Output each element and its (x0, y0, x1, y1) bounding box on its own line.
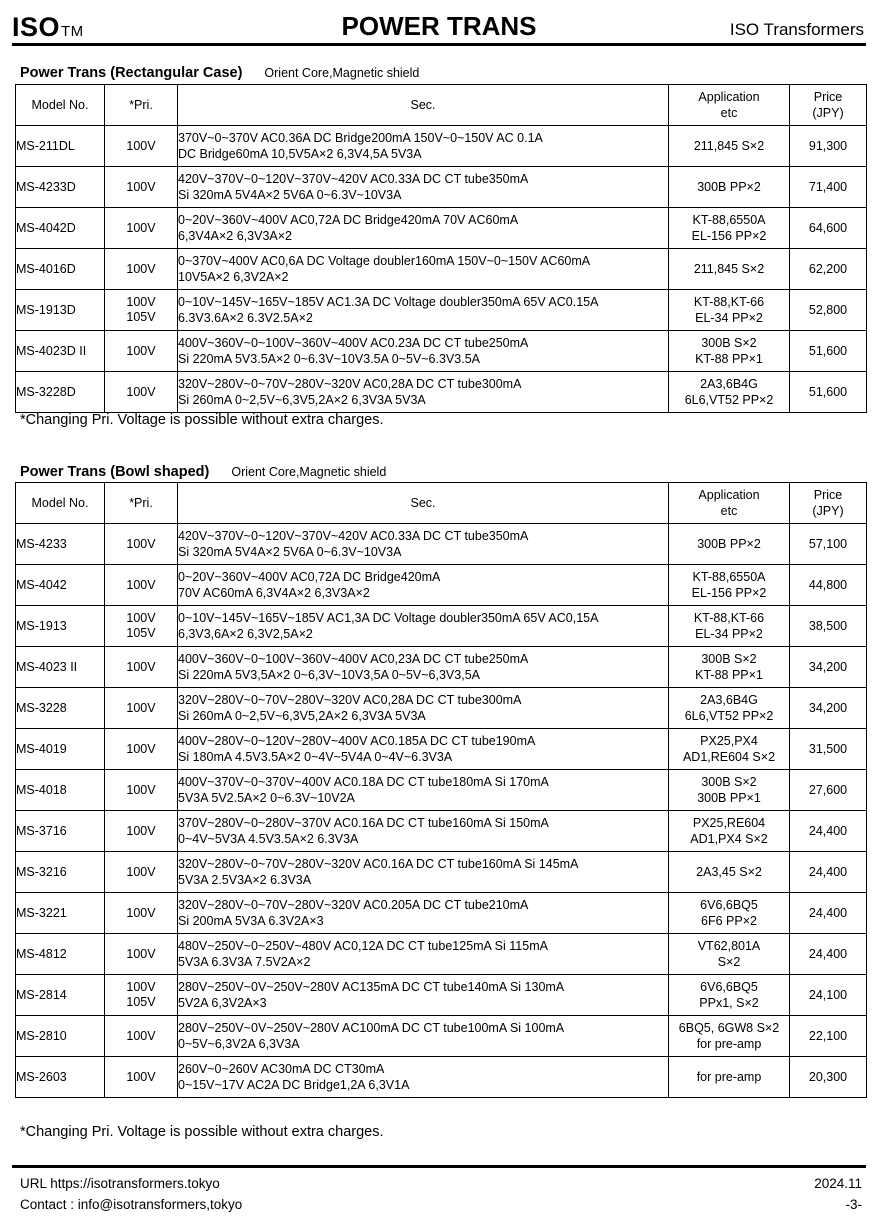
table-row (16, 331, 867, 372)
primary-voltage-cell: 100V 105V (105, 606, 178, 647)
table-row (16, 126, 867, 167)
price-cell: 27,600 (790, 770, 867, 811)
secondary-spec-cell: 400V~360V~0~100V~360V~400V AC0,23A DC CT tube250mA Si 220mA 5V3,5A×2 0~6,3V~10V3,5A 0~5V~6,3V3,5A (178, 647, 669, 688)
header-divider (12, 43, 866, 46)
table-row (16, 1057, 867, 1098)
page-title: POWER TRANS (341, 11, 537, 41)
col-header-pri: *Pri. (105, 483, 178, 524)
primary-voltage-cell: 100V (105, 688, 178, 729)
primary-voltage-cell: 100V (105, 852, 178, 893)
price-cell: 22,100 (790, 1016, 867, 1057)
secondary-spec-cell: 280V~250V~0V~250V~280V AC100mA DC CT tube100mA Si 100mA 0~5V~6,3V2A 6,3V3A (178, 1016, 669, 1057)
table-row (16, 606, 867, 647)
model-cell: MS-4018 (16, 770, 105, 811)
model-cell: MS-4016D (16, 249, 105, 290)
table-row (16, 647, 867, 688)
application-cell: KT-88,6550A EL-156 PP×2 (669, 208, 790, 249)
price-cell: 24,100 (790, 975, 867, 1016)
section2-note: *Changing Pri. Voltage is possible without extra charges. (20, 1124, 384, 1140)
table-row (16, 770, 867, 811)
price-cell: 91,300 (790, 126, 867, 167)
table-row (16, 1016, 867, 1057)
price-cell: 20,300 (790, 1057, 867, 1098)
table-row (16, 208, 867, 249)
footer-meta (814, 1173, 862, 1215)
application-cell: 211,845 S×2 (669, 249, 790, 290)
price-cell: 34,200 (790, 688, 867, 729)
model-cell: MS-3216 (16, 852, 105, 893)
price-cell: 24,400 (790, 811, 867, 852)
model-cell: MS-4233D (16, 167, 105, 208)
price-cell: 62,200 (790, 249, 867, 290)
model-cell: MS-4019 (16, 729, 105, 770)
secondary-spec-cell: 320V~280V~0~70V~280V~320V AC0.205A DC CT tube210mA Si 200mA 5V3A 6.3V2A×3 (178, 893, 669, 934)
application-cell: PX25,PX4 AD1,RE604 S×2 (669, 729, 790, 770)
table-row (16, 852, 867, 893)
col-header-price: Price (JPY) (790, 85, 867, 126)
section1-title: Power Trans (Rectangular Case) (20, 65, 243, 81)
price-cell: 24,400 (790, 934, 867, 975)
secondary-spec-cell: 0~10V~145V~165V~185V AC1,3A DC Voltage doubler350mA 65V AC0,15A 6,3V3,6A×2 6,3V2,5A×2 (178, 606, 669, 647)
bowl-shaped-rows (16, 524, 867, 1098)
model-cell: MS-4023D II (16, 331, 105, 372)
primary-voltage-cell: 100V (105, 565, 178, 606)
primary-voltage-cell: 100V (105, 811, 178, 852)
application-cell: 2A3,45 S×2 (669, 852, 790, 893)
secondary-spec-cell: 280V~250V~0V~250V~280V AC135mA DC CT tube140mA Si 130mA 5V2A 6,3V2A×3 (178, 975, 669, 1016)
footer-url: URL https://isotransformers.tokyo (20, 1176, 220, 1191)
section2-heading (20, 463, 386, 480)
application-cell: 300B S×2 KT-88 PP×1 (669, 647, 790, 688)
table-row (16, 249, 867, 290)
model-cell: MS-2810 (16, 1016, 105, 1057)
section1-subtitle: Orient Core,Magnetic shield (264, 66, 420, 80)
primary-voltage-cell: 100V (105, 249, 178, 290)
application-cell: 6BQ5, 6GW8 S×2 for pre-amp (669, 1016, 790, 1057)
primary-voltage-cell: 100V (105, 126, 178, 167)
primary-voltage-cell: 100V 105V (105, 975, 178, 1016)
price-cell: 31,500 (790, 729, 867, 770)
rectangular-case-table (15, 84, 867, 413)
model-cell: MS-1913 (16, 606, 105, 647)
model-cell: MS-4023 II (16, 647, 105, 688)
primary-voltage-cell: 100V (105, 1057, 178, 1098)
table-row (16, 975, 867, 1016)
application-cell: 2A3,6B4G 6L6,VT52 PP×2 (669, 372, 790, 413)
table-row (16, 565, 867, 606)
primary-voltage-cell: 100V (105, 167, 178, 208)
col-header-application: Application etc (669, 85, 790, 126)
price-cell: 51,600 (790, 331, 867, 372)
price-cell: 57,100 (790, 524, 867, 565)
primary-voltage-cell: 100V (105, 208, 178, 249)
price-cell: 51,600 (790, 372, 867, 413)
model-cell: MS-2814 (16, 975, 105, 1016)
primary-voltage-cell: 100V 105V (105, 290, 178, 331)
rectangular-case-rows (16, 126, 867, 413)
price-cell: 24,400 (790, 893, 867, 934)
footer-contact-block (20, 1173, 242, 1215)
secondary-spec-cell: 400V~280V~0~120V~280V~400V AC0.185A DC CT tube190mA Si 180mA 4.5V3.5A×2 0~4V~5V4A 0~4V~6.3V3A (178, 729, 669, 770)
secondary-spec-cell: 0~20V~360V~400V AC0,72A DC Bridge420mA 70V AC60mA 6,3V4A×2 6,3V3A×2 (178, 565, 669, 606)
col-header-price: Price (JPY) (790, 483, 867, 524)
col-header-pri: *Pri. (105, 85, 178, 126)
model-cell: MS-4042 (16, 565, 105, 606)
secondary-spec-cell: 320V~280V~0~70V~280V~320V AC0,28A DC CT tube300mA Si 260mA 0~2,5V~6,3V5,2A×2 6,3V3A 5V3A (178, 688, 669, 729)
primary-voltage-cell: 100V (105, 1016, 178, 1057)
secondary-spec-cell: 0~10V~145V~165V~185V AC1.3A DC Voltage doubler350mA 65V AC0.15A 6.3V3.6A×2 6.3V2.5A×2 (178, 290, 669, 331)
table-row (16, 524, 867, 565)
bowl-shaped-table (15, 482, 867, 1098)
application-cell: 300B PP×2 (669, 167, 790, 208)
footer-divider (12, 1165, 866, 1168)
primary-voltage-cell: 100V (105, 934, 178, 975)
page-header (12, 8, 866, 42)
application-cell: KT-88,KT-66 EL-34 PP×2 (669, 290, 790, 331)
col-header-sec: Sec. (178, 483, 669, 524)
secondary-spec-cell: 0~370V~400V AC0,6A DC Voltage doubler160mA 150V~0~150V AC60mA 10V5A×2 6,3V2A×2 (178, 249, 669, 290)
primary-voltage-cell: 100V (105, 331, 178, 372)
table-row (16, 811, 867, 852)
primary-voltage-cell: 100V (105, 893, 178, 934)
section2-title: Power Trans (Bowl shaped) (20, 464, 210, 480)
model-cell: MS-4233 (16, 524, 105, 565)
secondary-spec-cell: 480V~250V~0~250V~480V AC0,12A DC CT tube125mA Si 115mA 5V3A 6.3V3A 7.5V2A×2 (178, 934, 669, 975)
model-cell: MS-2603 (16, 1057, 105, 1098)
brand-trademark: TM (61, 23, 84, 40)
secondary-spec-cell: 320V~280V~0~70V~280V~320V AC0.16A DC CT tube160mA Si 145mA 5V3A 2.5V3A×2 6.3V3A (178, 852, 669, 893)
application-cell: 300B S×2 KT-88 PP×1 (669, 331, 790, 372)
col-header-model: Model No. (16, 85, 105, 126)
section2-subtitle: Orient Core,Magnetic shield (231, 465, 387, 479)
application-cell: PX25,RE604 AD1,PX4 S×2 (669, 811, 790, 852)
application-cell: for pre-amp (669, 1057, 790, 1098)
model-cell: MS-3228D (16, 372, 105, 413)
price-cell: 64,600 (790, 208, 867, 249)
primary-voltage-cell: 100V (105, 372, 178, 413)
application-cell: 6V6,6BQ5 6F6 PP×2 (669, 893, 790, 934)
secondary-spec-cell: 420V~370V~0~120V~370V~420V AC0.33A DC CT tube350mA Si 320mA 5V4A×2 5V6A 0~6.3V~10V3A (178, 524, 669, 565)
price-cell: 34,200 (790, 647, 867, 688)
page-number: -3- (845, 1197, 862, 1212)
secondary-spec-cell: 400V~370V~0~370V~400V AC0.18A DC CT tube180mA Si 170mA 5V3A 5V2.5A×2 0~6.3V~10V2A (178, 770, 669, 811)
price-cell: 52,800 (790, 290, 867, 331)
secondary-spec-cell: 320V~280V~0~70V~280V~320V AC0,28A DC CT tube300mA Si 260mA 0~2,5V~6,3V5,2A×2 6,3V3A 5V3A (178, 372, 669, 413)
application-cell: 300B S×2 300B PP×1 (669, 770, 790, 811)
model-cell: MS-3716 (16, 811, 105, 852)
col-header-application: Application etc (669, 483, 790, 524)
footer-contact: Contact : info@isotransformers,tokyo (20, 1197, 243, 1212)
footer-date: 2024.11 (814, 1176, 862, 1191)
application-cell: 300B PP×2 (669, 524, 790, 565)
primary-voltage-cell: 100V (105, 647, 178, 688)
col-header-sec: Sec. (178, 85, 669, 126)
application-cell: VT62,801A S×2 (669, 934, 790, 975)
table-row (16, 688, 867, 729)
col-header-model: Model No. (16, 483, 105, 524)
table-row (16, 167, 867, 208)
price-cell: 71,400 (790, 167, 867, 208)
price-cell: 24,400 (790, 852, 867, 893)
application-cell: KT-88,KT-66 EL-34 PP×2 (669, 606, 790, 647)
table-row (16, 934, 867, 975)
model-cell: MS-3228 (16, 688, 105, 729)
secondary-spec-cell: 260V~0~260V AC30mA DC CT30mA 0~15V~17V AC2A DC Bridge1,2A 6,3V1A (178, 1057, 669, 1098)
application-cell: 2A3,6B4G 6L6,VT52 PP×2 (669, 688, 790, 729)
section1-note: *Changing Pri. Voltage is possible without extra charges. (20, 412, 384, 428)
model-cell: MS-3221 (16, 893, 105, 934)
company-name: ISO Transformers (729, 20, 864, 39)
table-row (16, 729, 867, 770)
secondary-spec-cell: 420V~370V~0~120V~370V~420V AC0.33A DC CT tube350mA Si 320mA 5V4A×2 5V6A 0~6.3V~10V3A (178, 167, 669, 208)
application-cell: 6V6,6BQ5 PPx1, S×2 (669, 975, 790, 1016)
secondary-spec-cell: 370V~280V~0~280V~370V AC0.16A DC CT tube160mA Si 150mA 0~4V~5V3A 4.5V3.5A×2 6.3V3A (178, 811, 669, 852)
model-cell: MS-4812 (16, 934, 105, 975)
model-cell: MS-1913D (16, 290, 105, 331)
model-cell: MS-211DL (16, 126, 105, 167)
secondary-spec-cell: 0~20V~360V~400V AC0,72A DC Bridge420mA 70V AC60mA 6,3V4A×2 6,3V3A×2 (178, 208, 669, 249)
table-row (16, 372, 867, 413)
table-row (16, 893, 867, 934)
application-cell: 211,845 S×2 (669, 126, 790, 167)
secondary-spec-cell: 400V~360V~0~100V~360V~400V AC0.23A DC CT tube250mA Si 220mA 5V3.5A×2 0~6.3V~10V3.5A 0~5V~6.3V3.5A (178, 331, 669, 372)
price-cell: 38,500 (790, 606, 867, 647)
model-cell: MS-4042D (16, 208, 105, 249)
table-row (16, 290, 867, 331)
secondary-spec-cell: 370V~0~370V AC0.36A DC Bridge200mA 150V~0~150V AC 0.1A DC Bridge60mA 10,5V5A×2 6,3V4,5A 5V3A (178, 126, 669, 167)
application-cell: KT-88,6550A EL-156 PP×2 (669, 565, 790, 606)
primary-voltage-cell: 100V (105, 524, 178, 565)
price-cell: 44,800 (790, 565, 867, 606)
brand-logo: ISOTM (12, 12, 84, 42)
primary-voltage-cell: 100V (105, 729, 178, 770)
primary-voltage-cell: 100V (105, 770, 178, 811)
section1-heading (20, 64, 419, 81)
